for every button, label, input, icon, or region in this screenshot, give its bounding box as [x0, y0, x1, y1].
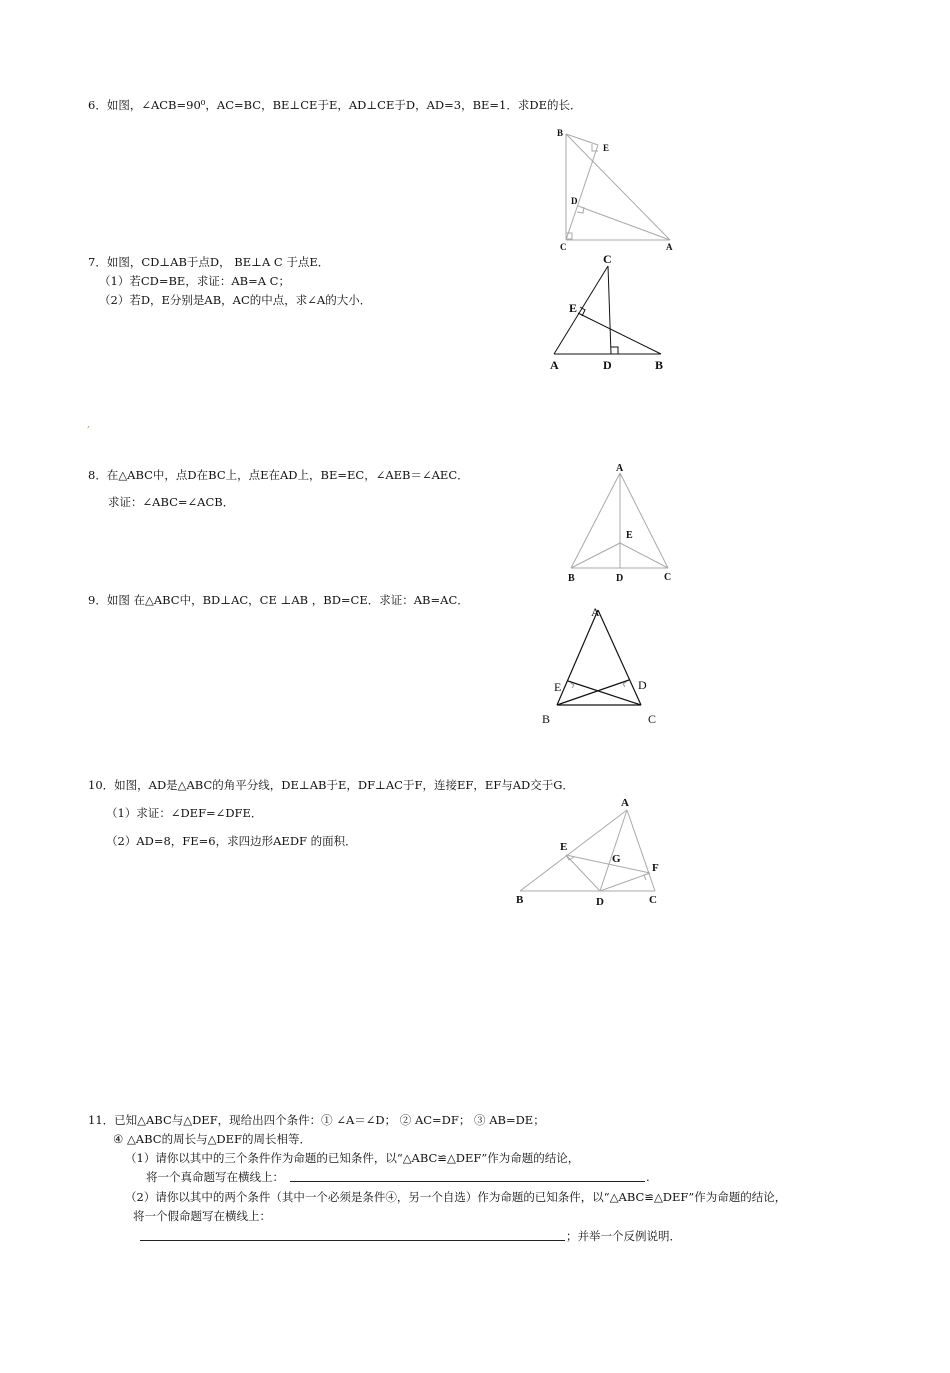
question-11-tail: ；并举一个反例说明． — [566, 1229, 681, 1243]
fig9-label-E: E — [554, 680, 562, 694]
question-10-part2: （2）AD=8，FE=6，求四边形AEDF 的面积． — [106, 834, 357, 848]
fig8-label-E: E — [626, 530, 633, 541]
fig7-label-E: E — [569, 301, 578, 315]
question-7-part1: （1）若CD=BE，求证：AB=A C； — [99, 274, 290, 288]
fig10-label-G: G — [612, 853, 621, 865]
question-11-part1-prompt: 将一个真命题写在横线上： — [146, 1170, 284, 1184]
fig10-label-B: B — [516, 894, 524, 906]
fig10-label-D: D — [596, 896, 604, 908]
fig9-label-C: C — [648, 712, 657, 726]
fig6-label-C: C — [560, 242, 567, 252]
fig6-label-A: A — [666, 242, 673, 252]
question-11-cond4: ④ △ABC的周长与△DEF的周长相等． — [113, 1132, 312, 1146]
answer-line-2[interactable] — [140, 1240, 565, 1241]
question-11-text: 11．已知△ABC与△DEF，现给出四个条件：① ∠A＝∠D； ② AC=DF； ③ AB=DE； — [88, 1113, 545, 1127]
fig8-label-B: B — [568, 573, 575, 584]
fig9-label-B: B — [542, 712, 551, 726]
question-6-text: 6．如图，∠ACB=90⁰，AC=BC，BE⊥CE于E，AD⊥CE于D，AD=3，BE=1．求DE的长． — [88, 98, 582, 112]
fig7-label-D: D — [603, 358, 612, 372]
fig10-label-E: E — [560, 841, 568, 853]
question-7-part2: （2）若D，E分别是AB，AC的中点，求∠A的大小． — [99, 293, 372, 307]
question-10-part1: （1）求证：∠DEF=∠DFE． — [106, 806, 263, 820]
question-8-prove: 求证：∠ABC=∠ACB． — [108, 495, 235, 509]
fig10-label-C: C — [649, 894, 657, 906]
question-11-part2-prompt: 将一个假命题写在横线上： — [133, 1209, 271, 1223]
question-11-part2: （2）请你以其中的两个条件（其中一个必须是条件④，另一个自选）作为命题的已知条件，以“△ABC≌△DEF”作为命题的结论， — [125, 1190, 787, 1204]
question-8-text: 8．在△ABC中，点D在BC上，点E在AD上，BE=EC，∠AEB＝∠AEC． — [88, 468, 469, 482]
fig9-label-D: D — [638, 678, 647, 692]
fig6-label-E: E — [603, 143, 610, 153]
fig8-label-A: A — [616, 463, 624, 474]
fig10-label-A: A — [621, 797, 629, 809]
fig8-label-C: C — [664, 572, 672, 583]
fig10-label-F: F — [652, 862, 659, 874]
answer-line-1[interactable] — [290, 1181, 645, 1182]
stray-mark: , — [87, 420, 90, 430]
fig9-label-A: A — [591, 605, 600, 619]
question-7-text: 7．如图，CD⊥AB于点D， BE⊥A C 于点E． — [88, 255, 330, 269]
fig7-label-C: C — [603, 252, 612, 266]
question-10-text: 10．如图，AD是△ABC的角平分线，DE⊥AB于E，DF⊥AC于F，连接EF，EF与AD交于G． — [88, 778, 574, 792]
fig8-label-D: D — [616, 573, 624, 584]
fig7-label-A: A — [550, 358, 559, 372]
answer-line-1-period: . — [646, 1170, 650, 1184]
fig6-label-B: B — [557, 128, 564, 138]
fig7-label-B: B — [655, 358, 664, 372]
question-11-part1: （1）请你以其中的三个条件作为命题的已知条件，以“△ABC≌△DEF”作为命题的结论， — [125, 1151, 580, 1165]
question-9-text: 9．如图 在△ABC中，BD⊥AC，CE ⊥AB ，BD=CE．求证：AB=AC． — [88, 593, 469, 607]
fig6-label-D: D — [571, 196, 578, 206]
